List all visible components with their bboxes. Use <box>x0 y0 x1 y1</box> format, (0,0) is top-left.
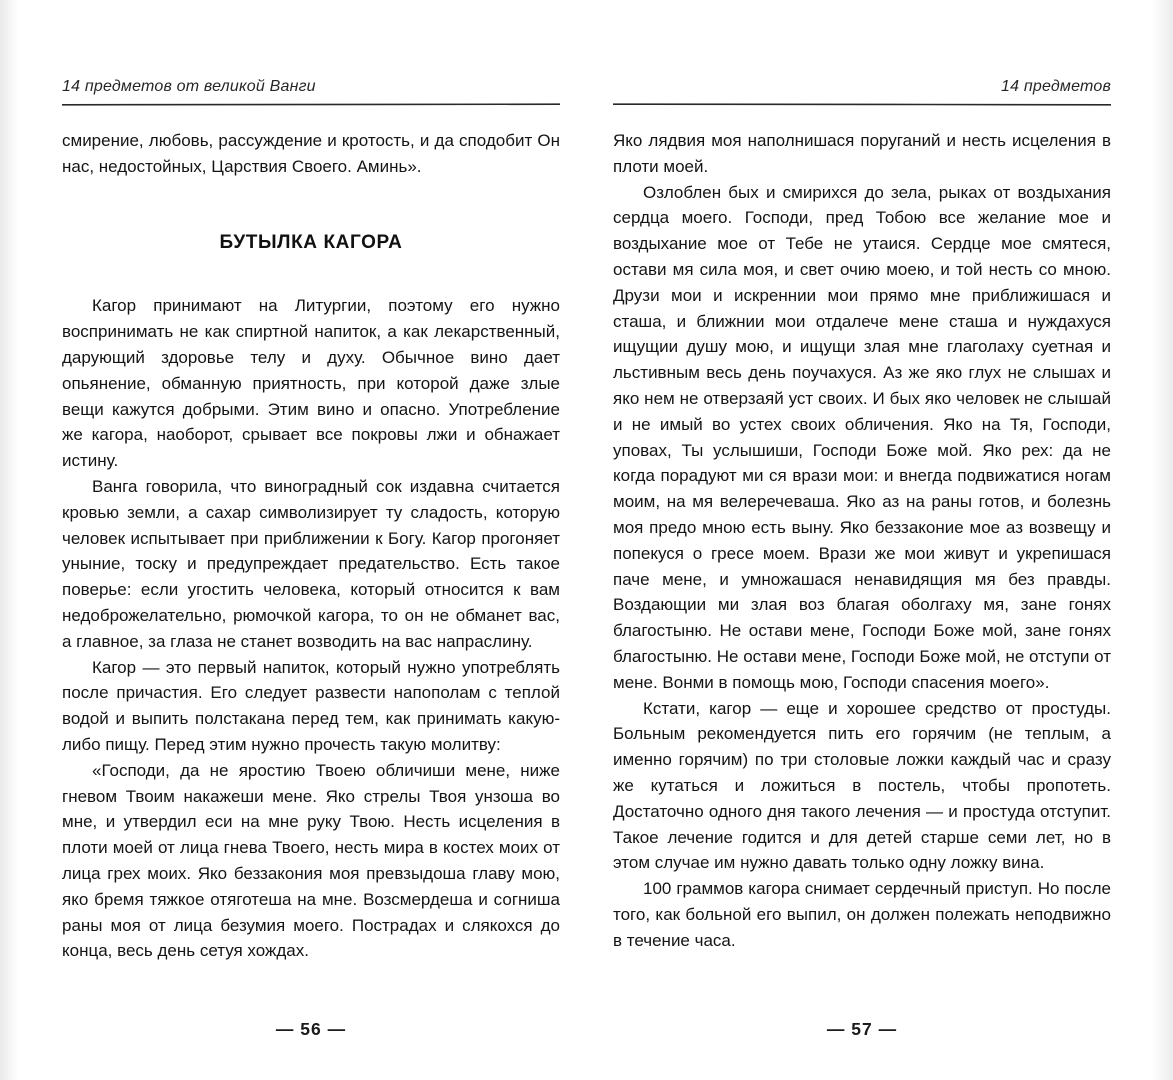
paragraph: Кагор — это первый напиток, который нужно употреблять после причастия. Его следует развести напополам с теплой водой и выпить полстакана перед тем, как принимать какую-либо пищу. Перед этим нужно прочесть такую молитву: <box>62 657 560 754</box>
right-header-rule <box>613 103 1111 106</box>
right-page-text <box>613 128 1111 954</box>
left-running-header: 14 предметов от великой Ванги <box>62 78 316 95</box>
right-page <box>613 78 1111 1040</box>
paragraph: Озлоблен бых и смирихся до зела, рыках от воздыхания сердца моего. Господи, пред Тобою все желание мое и воздыхание мое от Тебе не утаися. Сердце мое смятеся, остави мя сила моя, и свет очию моею, и той несть со мною. Друзи мои и искреннии мои прямо мне приближишася и сташа, и ближнии мои отдалече мене сташа и нуждахуся ищущии душу мою, и ищущи злая мне глаголаху суетная и льстивным весь день поучахуся. Аз же яко глух не слышах и яко нем не отверзаяй уст своих. И бых яко человек не слышай и не имый во устех своих обличения. Яко на Тя, Господи, уповах, Ты услышиши, Господи Боже мой. Яко рех: да не когда порадуют ми ся врази мои: и внегда подвижатися ногам моим, на мя велеречеваша. Яко аз на раны готов, и болезнь моя предо мною есть выну. Яко беззаконие мое аз возвещу и попекуся о гресе моем. Врази же мои живут и укрепишася паче мене, и умножашася ненавидящия мя без правды. Воздающии ми злая воз благая оболгаху мя, зане гонях благостыню. Не остави мене, Господи Боже мой, зане гонях благостыню. Не остави мене, Господи Боже мой, не отступи от мене. Вонми в помощь мою, Господи спасения моего». <box>613 182 1111 692</box>
paragraph-continuation: смирение, любовь, рассуждение и кротость, и да сподобит Он нас, недостойных, Царствия Своего. Аминь». <box>62 131 560 176</box>
left-page-number: — 56 — <box>275 1019 347 1039</box>
paragraph: Кагор принимают на Литургии, поэтому его нужно воспринимать не как спиртной напиток, а как лекарственный, дарующий здоровье телу и духу. Обычное вино дает опьянение, обманную приятность, при которой даже злые вещи кажутся добрыми. Этим вино и опасно. Употребление же кагора, наоборот, срывает все покровы лжи и обнажает истину. <box>62 296 560 471</box>
paragraph: Ванга говорила, что виноградный сок издавна считается кровью земли, а сахар символизирует ту сладость, которую человек испытывает при приближении к Богу. Кагор прогоняет уныние, тоску и предупреждает предательство. Есть такое поверье: если угостить человека, который относится к вам недоброжелательно, рюмочкой кагора, то он не обманет вас, а главное, за глаза не станет возводить на вас напраслину. <box>62 476 560 651</box>
left-header-rule <box>62 103 560 106</box>
left-page-text <box>62 128 560 964</box>
left-page <box>62 78 560 1040</box>
paragraph: 100 граммов кагора снимает сердечный приступ. Но после того, как больной его выпил, он должен полежать неподвижно в течение часа. <box>613 879 1111 950</box>
paragraph-continuation: Яко лядвия моя наполнишася поруганий и несть исцеления в плоти моей. <box>613 131 1111 176</box>
right-page-number: — 57 — <box>826 1019 898 1039</box>
right-running-header: 14 предметов <box>1001 78 1111 95</box>
paragraph: Кстати, кагор — еще и хорошее средство от простуды. Больным рекомендуется пить его горячим (не теплым, а именно горячим) по три столовые ложки каждый час и сразу же кутаться и ложиться в постель, чтобы пропотеть. Достаточно одного дня такого лечения — и простуда отступит. Такое лечение годится и для детей старше семи лет, но в этом случае им нужно давать только одну ложку вина. <box>613 698 1111 873</box>
paragraph: «Господи, да не яростию Твоею обличиши мене, ниже гневом Твоим накажеши мене. Яко стрелы Твоя унзоша во мне, и утвердил еси на мне руку Твою. Несть исцеления в плоти моей от лица гнева Твоего, несть мира в костех моих от лица грех моих. Яко беззакония моя превзыдоша главу мою, яко бремя тяжкое отяготеша на мне. Возсмердеша и согниша раны моя от лица безумия моего. Пострадах и слякохся до конца, весь день сетуя хождах. <box>62 760 560 961</box>
section-heading: БУТЫЛКА КАГОРА <box>219 231 403 253</box>
